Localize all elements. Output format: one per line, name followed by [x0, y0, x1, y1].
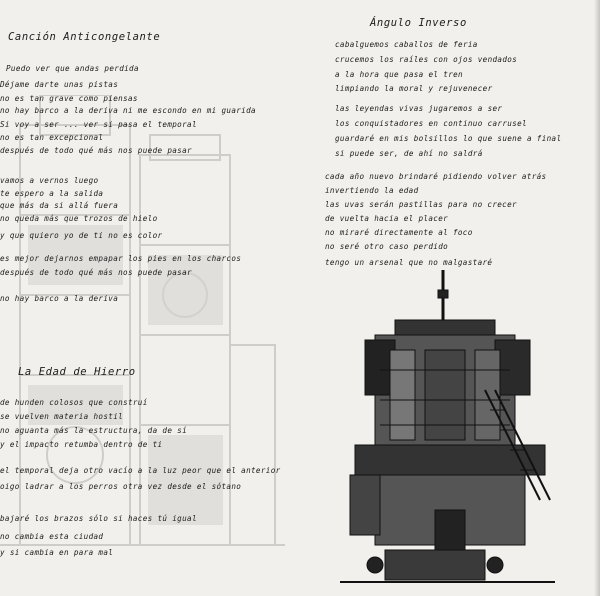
lyric-line: cada año nuevo brindaré pidiendo volver atrás: [325, 172, 547, 181]
lyric-line: y si cambia en para mal: [0, 548, 114, 557]
lyric-line: no miraré directamente al foco: [325, 228, 473, 237]
lyric-line: a la hora que pasa el tren: [335, 70, 463, 79]
lyric-line: cabalguemos caballos de feria: [335, 40, 478, 49]
lyric-line: bajaré los brazos sólo si haces tú igual: [0, 514, 197, 523]
lyric-line: limpiando la moral y rejuvenecer: [335, 84, 493, 93]
lyric-line: no queda más que trozos de hielo: [0, 214, 158, 223]
lyric-line: y que quiero yo de ti no es color: [0, 231, 163, 240]
song-title: La Edad de Hierro: [18, 366, 136, 378]
lyric-line: guardaré en mis bolsillos lo que suene a final: [335, 134, 562, 143]
lyric-line: Déjame darte unas pistas: [0, 80, 119, 89]
song-title: Canción Anticongelante: [8, 31, 161, 43]
lyric-line: no hay barco a la deriva: [0, 294, 119, 303]
lyric-line: el temporal deja otro vacío a la luz peor que el anterior: [0, 466, 281, 475]
lyric-line: oigo ladrar a los perros otra vez desde el sótano: [0, 482, 242, 491]
lyric-line: te espero a la salida: [0, 189, 104, 198]
lyric-line: tengo un arsenal que no malgastaré: [325, 258, 493, 267]
steam-engine-engraving: [335, 270, 560, 590]
lyric-line: después de todo qué más nos puede pasar: [0, 146, 192, 155]
lyric-line: no hay barco a la deriva ni me escondo en mi guarida: [0, 106, 256, 115]
song-title: Ángulo Inverso: [370, 17, 467, 29]
lyric-line: de hunden colosos que construí: [0, 398, 148, 407]
lyric-line: si puede ser, de ahí no saldrá: [335, 149, 483, 158]
lyric-line: de vuelta hacia el placer: [325, 214, 449, 223]
lyric-line: las uvas serán pastillas para no crecer: [325, 200, 517, 209]
lyric-line: no aguanta más la estructura, da de sí: [0, 426, 188, 435]
page-edge-shadow: [594, 0, 600, 596]
lyric-line: los conquistadores en continuo carrusel: [335, 119, 527, 128]
lyric-line: no es tan grave como piensas: [0, 94, 138, 103]
lyric-line: que más da si allá fuera: [0, 201, 119, 210]
lyric-line: Puedo ver que andas perdida: [6, 64, 139, 73]
lyric-line: no es tan excepcional: [0, 133, 104, 142]
lyric-line: se vuelven materia hostil: [0, 412, 124, 421]
lyric-line: no cambia esta ciudad: [0, 532, 104, 541]
lyric-line: después de todo qué más nos puede pasar: [0, 268, 192, 277]
lyric-line: las leyendas vivas jugaremos a ser: [335, 104, 503, 113]
lyric-line: invertiendo la edad: [325, 186, 419, 195]
lyric-line: vamos a vernos luego: [0, 176, 99, 185]
lyric-line: crucemos los raíles con ojos vendados: [335, 55, 518, 64]
lyric-line: es mejor dejarnos empapar los pies en los charcos: [0, 254, 242, 263]
lyric-line: no seré otro caso perdido: [325, 242, 449, 251]
lyric-line: Si voy a ser ... ver si pasa el temporal: [0, 120, 197, 129]
lyric-line: y el impacto retumba dentro de ti: [0, 440, 163, 449]
